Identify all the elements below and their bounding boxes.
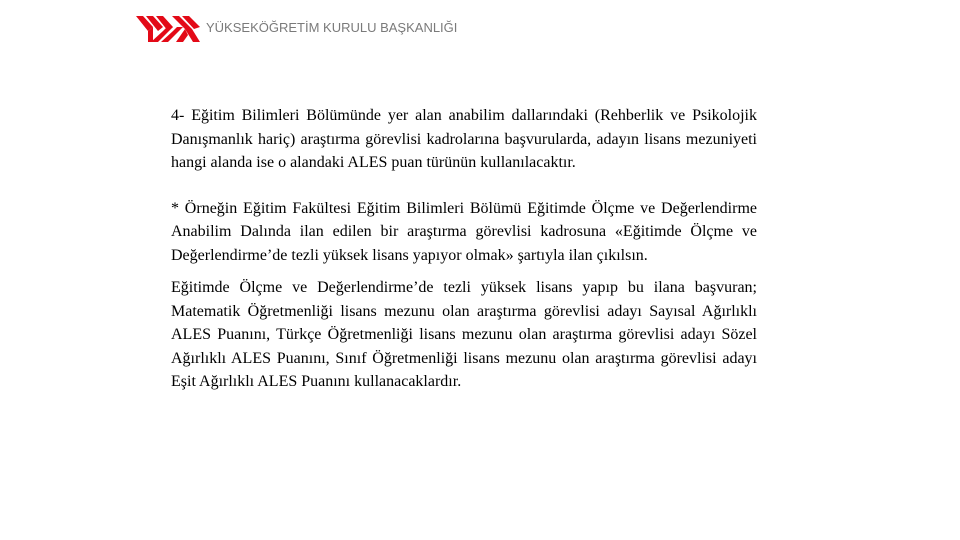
document-body bbox=[171, 104, 757, 394]
paragraph-example: * Örneğin Eğitim Fakültesi Eğitim Bilimleri Bölümü Eğitimde Ölçme ve Değerlendirme Anabilim Dalında ilan edilen bir araştırma görevlisi kadrosuna «Eğitimde Ölçme ve Değerlendirme’de tezli yüksek lisans yapıyor olmak» şartıyla ilan çıkılsın. bbox=[171, 199, 757, 264]
yok-logo bbox=[136, 16, 200, 42]
paragraph-outcome: Eğitimde Ölçme ve Değerlendirme’de tezli yüksek lisans yapıp bu ilana başvuran; Matematik Öğretmenliği lisans mezunu olan araştırma görevlisi adayı Sayısal Ağırlıklı ALES Puanını, Türkçe Öğretmenliği lisans mezunu olan araştırma görevlisi adayı Sözel Ağırlıklı ALES Puanını, Sınıf Öğretmenliği lisans mezunu olan araştırma görevlisi adayı Eşit Ağırlıklı ALES Puanını kullanacaklardır. bbox=[171, 279, 757, 390]
org-name: YÜKSEKÖĞRETİM KURULU BAŞKANLIĞI bbox=[206, 20, 458, 35]
paragraph-rule: 4- Eğitim Bilimleri Bölümünde yer alan anabilim dallarındaki (Rehberlik ve Psikolojik Danışmanlık hariç) araştırma görevlisi kadrolarına başvurularda, adayın lisans mezuniyeti hangi alanda ise o alandaki ALES puan türünün kullanılacaktır. bbox=[171, 107, 757, 171]
